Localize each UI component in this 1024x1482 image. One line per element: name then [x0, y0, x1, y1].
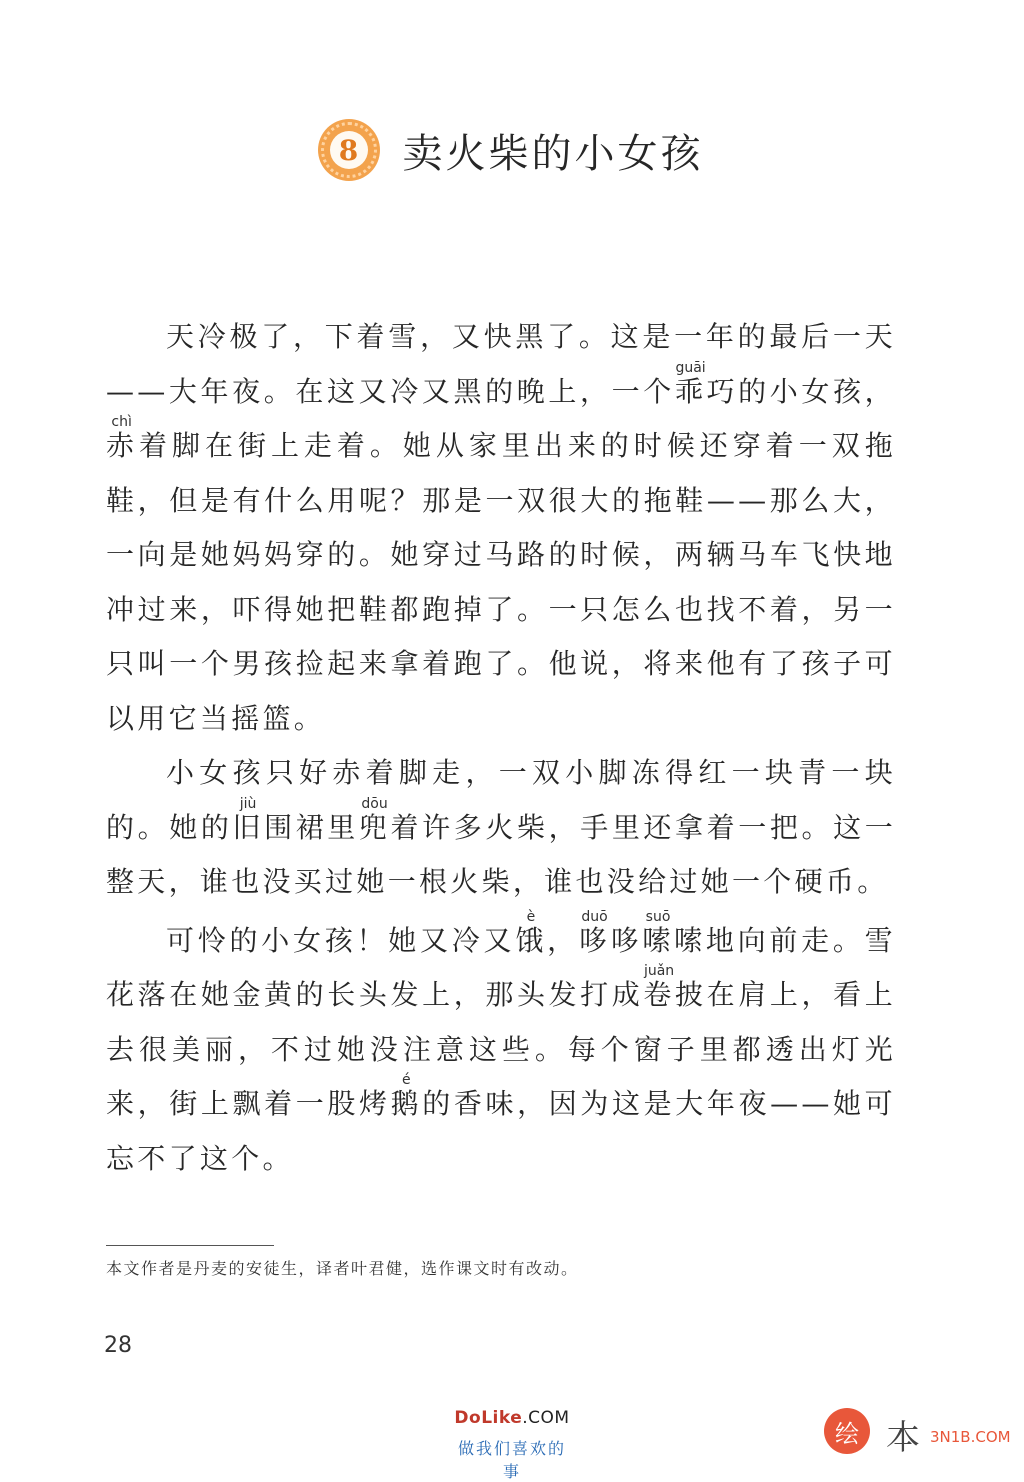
text-run: 巧的小女孩， [706, 374, 896, 408]
pinyin: è [515, 908, 547, 925]
site-logo-char: 本 [886, 1418, 920, 1458]
text-run: 天冷极了，下着雪，又快黑了。这是一年的最后一天——大年夜。在这又冷又黑的晚上，一个 [106, 320, 896, 408]
lesson-header [0, 118, 1024, 182]
pinyin-annotated-char [643, 963, 676, 1011]
page-number: 28 [104, 1333, 132, 1358]
text-run: 着脚在街上走着。她从家里出来的时候还穿着一双拖鞋，但是有什么用呢？那是一双很大的拖鞋——那么大，一向是她妈妈穿的。她穿过马路的时候，两辆马车飞快地冲过来，吓得她把鞋都跑掉了。一只怎么也找不着，另一只叫一个男孩捡起来拿着跑了。他说，将来他有了孩子可以用它当摇篮。 [106, 429, 896, 735]
annotated-char: 鹅 [390, 1087, 423, 1120]
text-run: 嗦地向前走。雪花落在她金黄的长头发上，那头发打成 [106, 923, 896, 1011]
annotated-char: 兜 [358, 810, 391, 844]
dolike-brand-name: DoLike [454, 1408, 523, 1428]
pinyin: chì [106, 414, 138, 430]
pinyin-annotated-char [674, 359, 707, 408]
pinyin-annotated-char [578, 908, 611, 957]
text-run: 着许多火柴，手里还拿着一把。这一整天，谁也没买过她一根火柴，谁也没给过她一个硬币。 [106, 810, 897, 898]
pinyin: juǎn [643, 963, 675, 979]
lesson-title: 卖火柴的小女孩 [402, 130, 704, 177]
dolike-brand [452, 1408, 572, 1428]
text-run: 披在肩上，看上去很美丽，不过她没注意这些。每个窗子里都透出灯光来，街上飘着一股烤 [106, 978, 896, 1120]
pinyin: duō [578, 908, 611, 925]
pinyin-annotated-char [515, 908, 548, 957]
pinyin: dōu [358, 795, 391, 812]
article-body [106, 310, 896, 1186]
dolike-watermark [452, 1408, 572, 1482]
annotated-char: 饿 [515, 923, 548, 957]
pinyin: é [390, 1072, 422, 1088]
text-run: 小女孩只好赤着脚走，一双小脚冻得红一块青一块的。她的 [106, 756, 896, 844]
text-run: 可怜的小女孩！她又冷又 [166, 923, 516, 957]
footnote: 本文作者是丹麦的安徒生，译者叶君健，选作课文时有改动。 [106, 1259, 579, 1278]
text-run: ， [547, 923, 579, 957]
text-run: 的香味，因为这是大年夜——她可忘不了这个。 [106, 1087, 896, 1175]
pinyin-annotated-char [358, 795, 391, 844]
footnote-divider [106, 1245, 274, 1246]
annotated-char: 赤 [106, 429, 139, 462]
pinyin: guāi [674, 359, 707, 376]
text-run: 围裙里 [264, 810, 359, 844]
pinyin: suō [642, 908, 674, 925]
text-run: 哆 [610, 923, 643, 957]
annotated-char: 哆 [578, 923, 611, 957]
dolike-slogan: 做我们喜欢的事 [457, 1439, 566, 1481]
site-logo-circle: 绘 [824, 1408, 870, 1454]
pinyin: jiù [232, 795, 264, 812]
dolike-brand-domain: .COM [522, 1408, 570, 1428]
paragraph [106, 746, 896, 910]
lesson-number: 8 [330, 131, 368, 169]
site-watermark [824, 1408, 1020, 1458]
pinyin-annotated-char [390, 1072, 423, 1120]
paragraph [106, 910, 896, 1187]
annotated-char: 乖 [674, 374, 707, 408]
annotated-char: 卷 [643, 978, 676, 1011]
site-domain: 3N1B.COM [930, 1428, 1011, 1446]
lesson-number-badge [321, 122, 377, 178]
pinyin-annotated-char [642, 908, 675, 957]
annotated-char: 旧 [232, 810, 265, 844]
annotated-char: 嗦 [642, 923, 675, 957]
paragraph [106, 310, 896, 746]
pinyin-annotated-char [232, 795, 265, 844]
pinyin-annotated-char [106, 414, 139, 462]
